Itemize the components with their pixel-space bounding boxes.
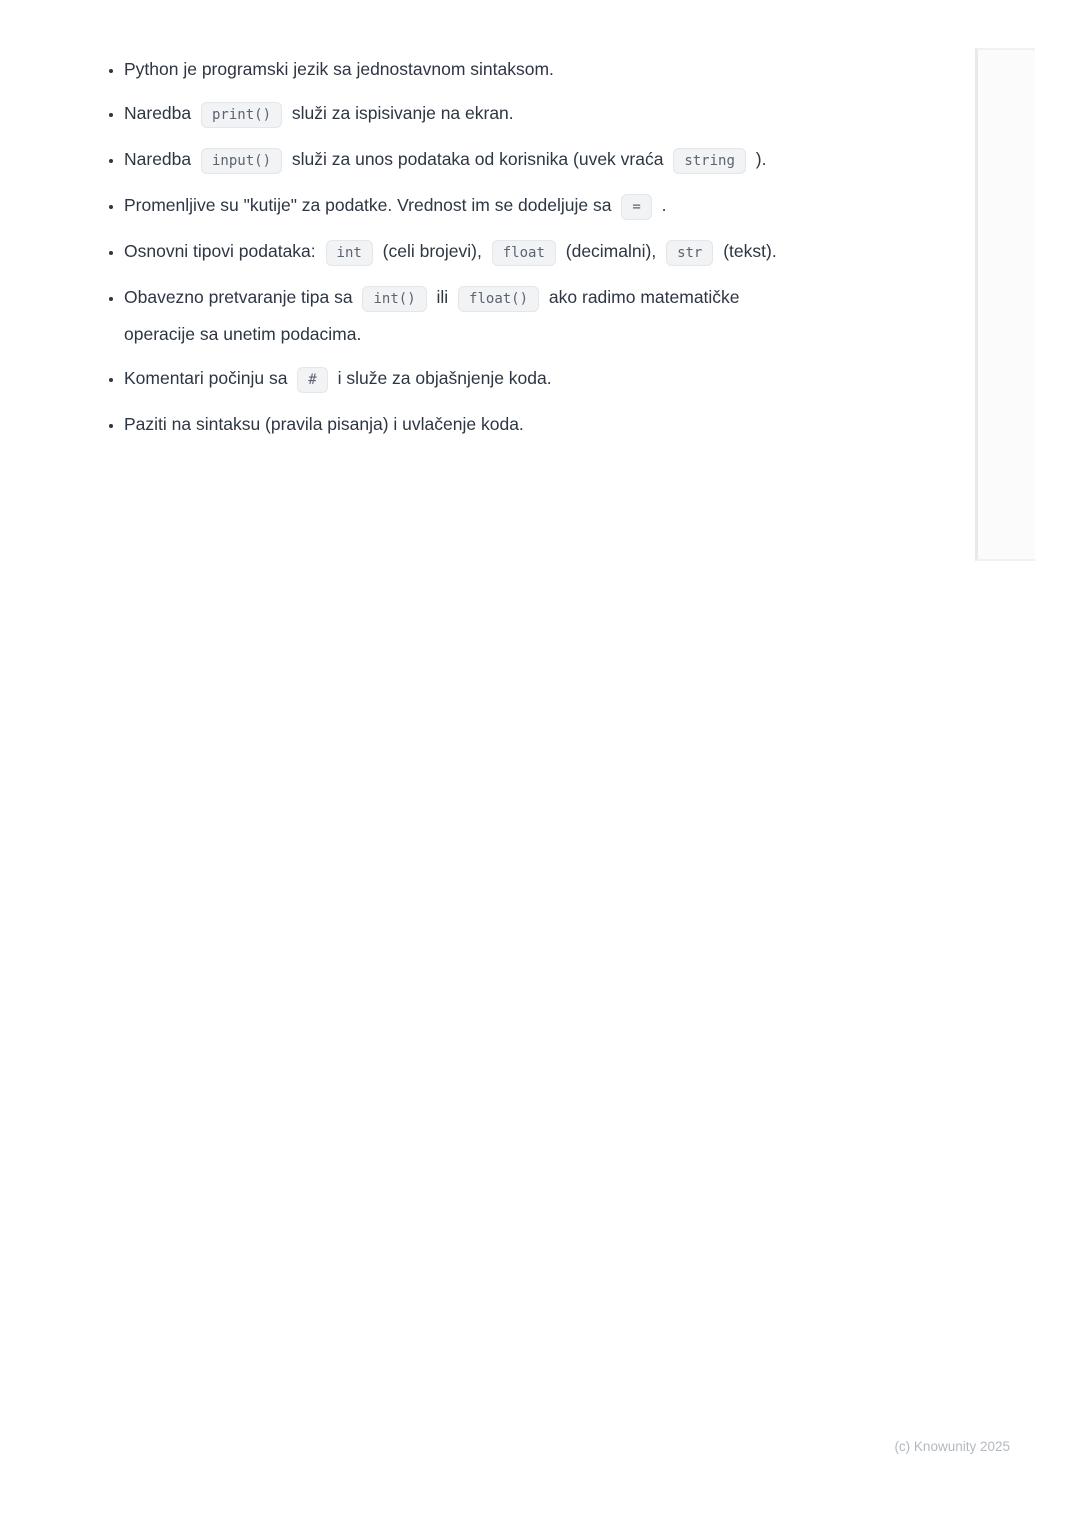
bullet-item: • Paziti na sintaksu (pravila pisanja) i uvlačenje koda. — [124, 407, 812, 442]
inline-code-chip: str — [666, 240, 713, 266]
side-panel — [975, 48, 1035, 561]
inline-code-chip: int — [326, 240, 373, 266]
bullet-item: • Osnovni tipovi podataka: int (celi brojevi), float (decimalni), str (tekst). — [124, 234, 812, 271]
inline-code-chip: string — [673, 148, 746, 174]
bullet-item: • Python je programski jezik sa jednostavnom sintaksom. — [124, 52, 812, 87]
bullet-item: • Komentari počinju sa # i služe za objašnjenje koda. — [124, 361, 812, 398]
inline-code-chip: # — [297, 367, 327, 393]
document-page — [0, 0, 1080, 442]
bullet-item: • Obavezno pretvaranje tipa sa int() ili float() ako radimo matematičke operacije sa unetim podacima. — [124, 280, 812, 352]
inline-code-chip: float() — [458, 286, 539, 312]
inline-code-chip: int() — [362, 286, 426, 312]
copyright-text: (c) Knowunity 2025 — [894, 1439, 1010, 1454]
inline-code-chip: print() — [201, 102, 282, 128]
notes-list — [0, 52, 1080, 442]
inline-code-chip: input() — [201, 148, 282, 174]
bullet-item: • Promenljive su "kutije" za podatke. Vrednost im se dodeljuje sa = . — [124, 188, 812, 225]
inline-code-chip: = — [621, 194, 651, 220]
bullet-item: • Naredba input() služi za unos podataka od korisnika (uvek vraća string ). — [124, 142, 812, 179]
inline-code-chip: float — [492, 240, 556, 266]
bullet-item: • Naredba print() služi za ispisivanje na ekran. — [124, 96, 812, 133]
